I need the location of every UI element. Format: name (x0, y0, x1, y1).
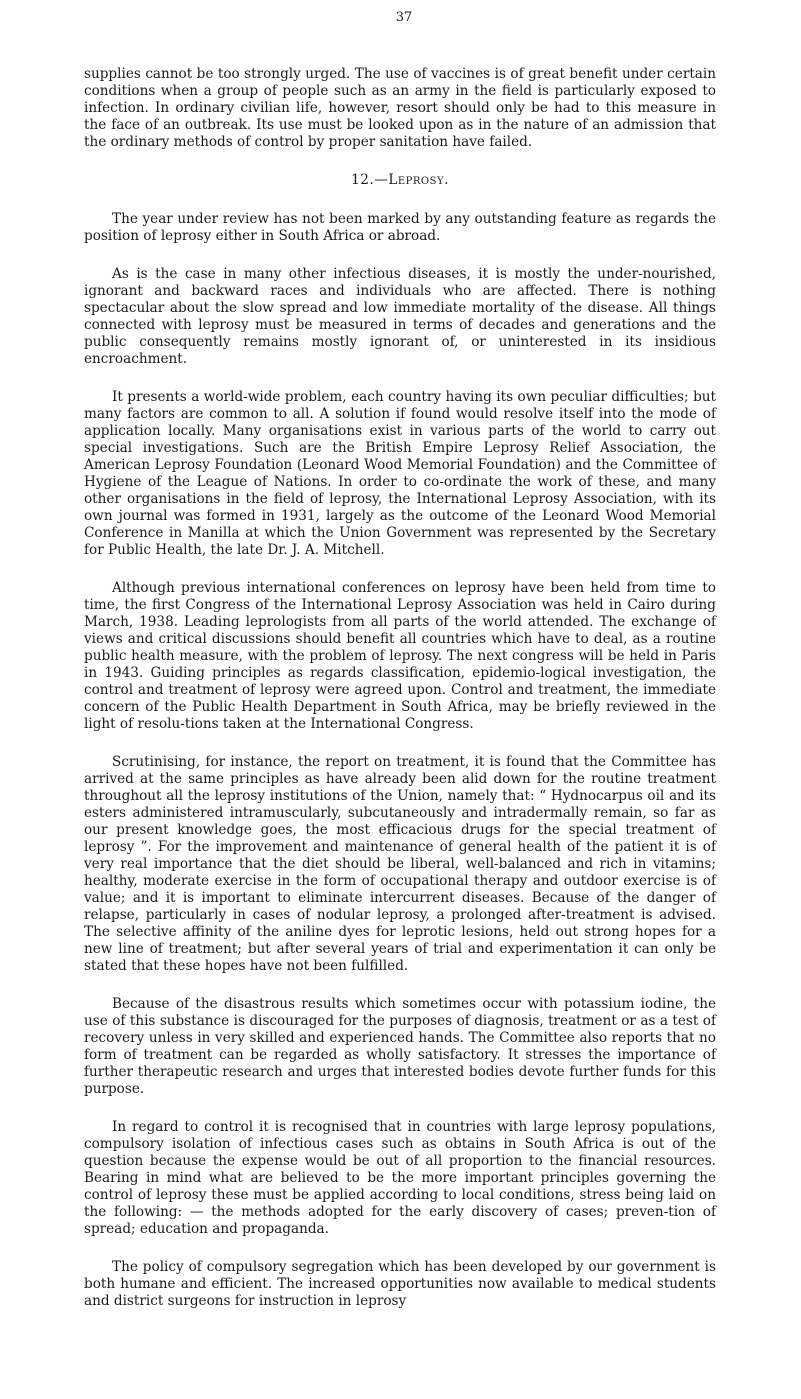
paragraph-infectious-diseases: As is the case in many other infectious diseases, it is mostly the under-nourished, ignorant and backward races and individuals who are affected. There is nothing spectacular about the slow spread and low immediate mortality of the disease. All things connected with leprosy must be measured in terms of decades and generations and the public consequently remains mostly ignorant of, or uninterested in its insidious encroachment. (84, 266, 716, 367)
document-page (84, 10, 716, 1310)
paragraph-world-wide-problem: It presents a world-wide problem, each country having its own peculiar difficulties; but many factors are common to all. A solution if found would resolve itself into the mode of application locally. Many organisations exist in various parts of the world to carry out special investigations. Such are the British Empire Leprosy Relief Association, the American Leprosy Foundation (Leonard Wood Memorial Foundation) and the Committee of Hygiene of the League of Nations. In order to co-ordinate the work of these, and many other organisations in the field of leprosy, the International Leprosy Association, with its own journal was formed in 1931, largely as the outcome of the Leonard Wood Memorial Conference in Manilla at which the Union Government was represented by the Secretary for Public Health, the late Dr. J. A. Mitchell. (84, 389, 716, 558)
paragraph-international-conferences: Although previous international conferences on leprosy have been held from time to time, the first Congress of the International Leprosy Association was held in Cairo during March, 1938. Leading leprologists from all parts of the world attended. The exchange of views and critical discussions should benefit all countries which have to deal, as a routine public health measure, with the problem of leprosy. The next congress will be held in Paris in 1943. Guiding principles as regards classification, epidemio-logical investigation, the control and treatment of leprosy were agreed upon. Control and treatment, the immediate concern of the Public Health Department in South Africa, may be briefly reviewed in the light of resolu-tions taken at the International Congress. (84, 580, 716, 732)
paragraph-control: In regard to control it is recognised that in countries with large leprosy populations, compulsory isolation of infectious cases such as obtains in South Africa is out of the question because the expense would be out of all proportion to the financial resources. Bearing in mind what are believed to be the more important principles governing the control of leprosy these must be applied according to local conditions, stress being laid on the following: — the methods adopted for the early discovery of cases; preven-tion of spread; education and propaganda. (84, 1119, 716, 1237)
section-number: 12.— (351, 172, 389, 188)
paragraph-vaccines: supplies cannot be too strongly urged. The use of vaccines is of great benefit under certain conditions when a group of people such as an army in the field is particularly exposed to infection. In ordinary civilian life, however, resort should only be had to this measure in the face of an outbreak. Its use must be looked upon as in the nature of an admission that the ordinary methods of control by proper sanitation have failed. (84, 66, 716, 150)
section-heading (84, 172, 716, 189)
paragraph-segregation-policy: The policy of compulsory segregation which has been developed by our government is both humane and efficient. The increased opportunities now available to medical students and district surgeons for instruction in leprosy (84, 1259, 716, 1309)
section-title: Leprosy. (388, 172, 449, 188)
paragraph-year-review: The year under review has not been marked by any outstanding feature as regards the position of leprosy either in South Africa or abroad. (84, 211, 716, 244)
page-number: 37 (395, 10, 413, 25)
paragraph-potassium-iodine: Because of the disastrous results which sometimes occur with potassium iodine, the use of this substance is discouraged for the purposes of diagnosis, treatment or as a test of recovery unless in very skilled and experienced hands. The Committee also reports that no form of treatment can be regarded as wholly satisfactory. It stresses the importance of further therapeutic research and urges that interested bodies devote further funds for this purpose. (84, 996, 716, 1097)
paragraph-treatment-report: Scrutinising, for instance, the report on treatment, it is found that the Committee has arrived at the same principles as have already been alid down for the routine treatment throughout all the leprosy institutions of the Union, namely that: “ Hydnocarpus oil and its esters administered intramuscularly, subcutaneously and intradermally remain, so far as our present knowledge goes, the most efficacious drugs for the special treatment of leprosy ”. For the improvement and maintenance of general health of the patient it is of very real importance that the diet should be liberal, well-balanced and rich in vitamins; healthy, moderate exercise in the form of occupational therapy and outdoor exercise is of value; and it is important to eliminate intercurrent diseases. Because of the danger of relapse, particularly in cases of nodular leprosy, a prolonged after-treatment is advised. The selective affinity of the aniline dyes for leprotic lesions, held out strong hopes for a new line of treatment; but after several years of trial and experimentation it can only be stated that these hopes have not been fulfilled. (84, 754, 716, 974)
